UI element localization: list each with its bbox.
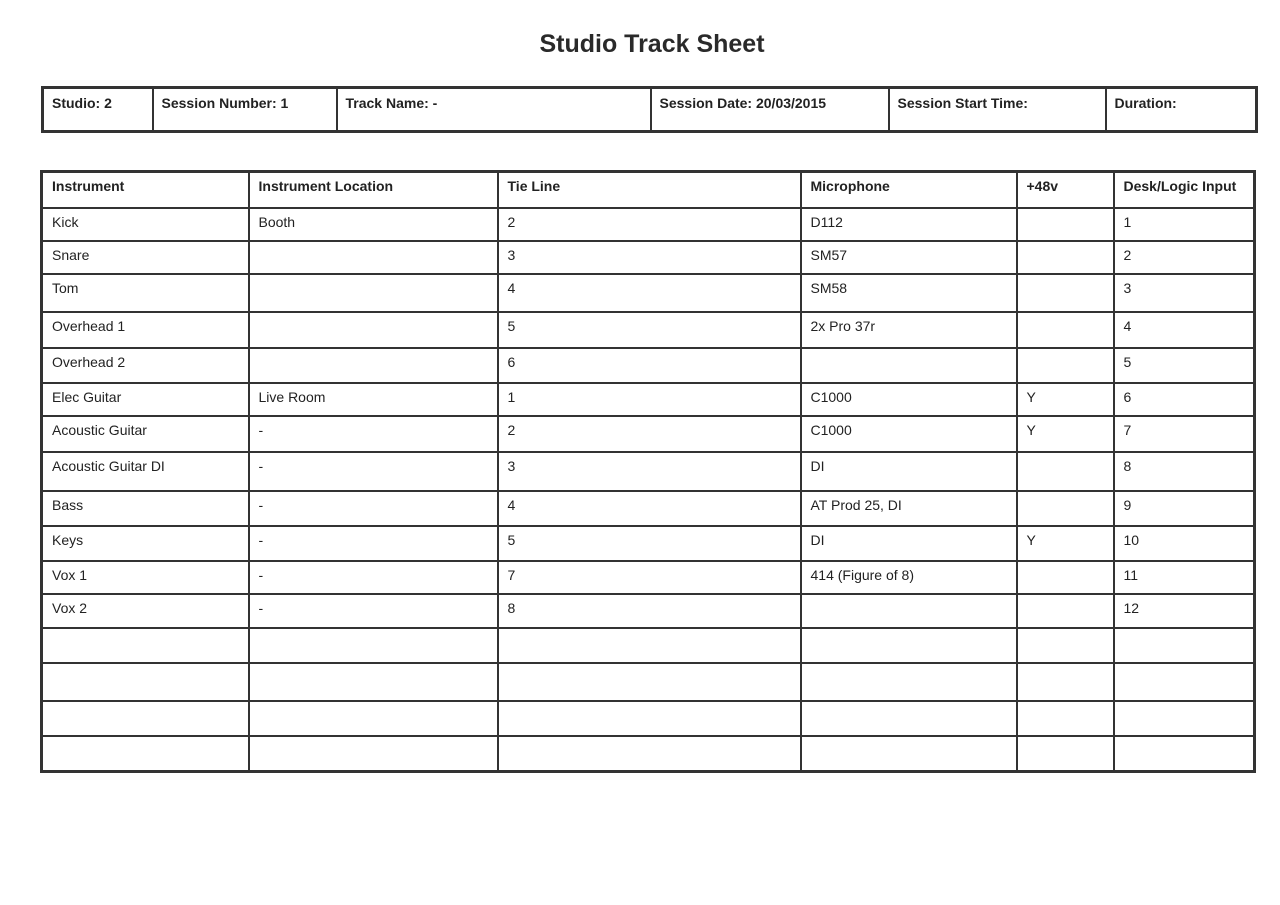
cell-desk-logic-input: 11 — [1114, 561, 1255, 594]
cell-microphone: 2x Pro 37r — [801, 312, 1017, 348]
duration-field: Duration: — [1106, 88, 1257, 132]
cell-instrument-location: - — [249, 594, 498, 628]
cell-tie-line: 5 — [498, 312, 801, 348]
table-row — [42, 628, 1255, 663]
cell-instrument-location: - — [249, 561, 498, 594]
cell-phantom-48v — [1017, 628, 1114, 663]
cell-desk-logic-input: 10 — [1114, 526, 1255, 561]
cell-desk-logic-input: 5 — [1114, 348, 1255, 383]
cell-tie-line — [498, 628, 801, 663]
cell-phantom-48v — [1017, 736, 1114, 772]
cell-tie-line: 2 — [498, 416, 801, 452]
cell-desk-logic-input: 3 — [1114, 274, 1255, 312]
cell-instrument-location — [249, 701, 498, 736]
cell-tie-line: 3 — [498, 241, 801, 274]
session-number-field: Session Number: 1 — [153, 88, 337, 132]
cell-microphone: DI — [801, 452, 1017, 491]
cell-phantom-48v: Y — [1017, 416, 1114, 452]
cell-instrument-location: - — [249, 526, 498, 561]
cell-phantom-48v — [1017, 348, 1114, 383]
cell-phantom-48v: Y — [1017, 526, 1114, 561]
cell-tie-line: 2 — [498, 208, 801, 241]
cell-instrument-location — [249, 241, 498, 274]
cell-instrument-location — [249, 348, 498, 383]
cell-phantom-48v — [1017, 274, 1114, 312]
cell-instrument: Overhead 2 — [42, 348, 249, 383]
cell-tie-line — [498, 663, 801, 701]
cell-phantom-48v — [1017, 663, 1114, 701]
cell-tie-line: 6 — [498, 348, 801, 383]
cell-tie-line: 8 — [498, 594, 801, 628]
cell-instrument: Overhead 1 — [42, 312, 249, 348]
cell-instrument: Kick — [42, 208, 249, 241]
cell-microphone: C1000 — [801, 416, 1017, 452]
cell-tie-line: 1 — [498, 383, 801, 416]
cell-instrument-location: - — [249, 452, 498, 491]
cell-microphone — [801, 348, 1017, 383]
cell-instrument — [42, 701, 249, 736]
table-row — [42, 452, 1255, 491]
track-name-field: Track Name: - — [337, 88, 651, 132]
cell-phantom-48v — [1017, 701, 1114, 736]
cell-desk-logic-input: 7 — [1114, 416, 1255, 452]
table-row — [42, 383, 1255, 416]
cell-instrument-location — [249, 663, 498, 701]
table-row — [42, 241, 1255, 274]
header-row — [42, 172, 1255, 208]
cell-tie-line: 4 — [498, 491, 801, 526]
cell-instrument-location — [249, 312, 498, 348]
cell-phantom-48v: Y — [1017, 383, 1114, 416]
cell-microphone: AT Prod 25, DI — [801, 491, 1017, 526]
cell-microphone — [801, 663, 1017, 701]
table-row — [42, 736, 1255, 772]
column-header-instrument-location: Instrument Location — [249, 172, 498, 208]
cell-instrument-location: - — [249, 491, 498, 526]
studio-field: Studio: 2 — [43, 88, 153, 132]
cell-desk-logic-input — [1114, 628, 1255, 663]
cell-instrument-location — [249, 628, 498, 663]
cell-microphone: C1000 — [801, 383, 1017, 416]
table-row — [42, 416, 1255, 452]
cell-phantom-48v — [1017, 452, 1114, 491]
cell-phantom-48v — [1017, 491, 1114, 526]
table-row — [42, 561, 1255, 594]
session-date-field: Session Date: 20/03/2015 — [651, 88, 889, 132]
table-row — [42, 701, 1255, 736]
cell-phantom-48v — [1017, 208, 1114, 241]
cell-instrument: Keys — [42, 526, 249, 561]
cell-tie-line: 7 — [498, 561, 801, 594]
cell-instrument: Vox 1 — [42, 561, 249, 594]
cell-tie-line: 3 — [498, 452, 801, 491]
table-row — [42, 491, 1255, 526]
cell-tie-line — [498, 736, 801, 772]
cell-instrument: Acoustic Guitar DI — [42, 452, 249, 491]
cell-instrument — [42, 663, 249, 701]
cell-microphone — [801, 736, 1017, 772]
cell-instrument: Vox 2 — [42, 594, 249, 628]
table-row — [42, 312, 1255, 348]
cell-desk-logic-input: 2 — [1114, 241, 1255, 274]
cell-tie-line — [498, 701, 801, 736]
column-header-microphone: Microphone — [801, 172, 1017, 208]
cell-tie-line: 5 — [498, 526, 801, 561]
cell-desk-logic-input: 4 — [1114, 312, 1255, 348]
cell-microphone — [801, 628, 1017, 663]
table-row — [42, 526, 1255, 561]
table-row — [42, 274, 1255, 312]
cell-desk-logic-input — [1114, 663, 1255, 701]
column-header-instrument: Instrument — [42, 172, 249, 208]
cell-instrument: Acoustic Guitar — [42, 416, 249, 452]
cell-phantom-48v — [1017, 561, 1114, 594]
cell-instrument: Bass — [42, 491, 249, 526]
cell-desk-logic-input: 6 — [1114, 383, 1255, 416]
cell-microphone — [801, 594, 1017, 628]
cell-microphone: DI — [801, 526, 1017, 561]
cell-microphone: SM57 — [801, 241, 1017, 274]
track-table — [40, 170, 1256, 773]
session-start-time-field: Session Start Time: — [889, 88, 1106, 132]
cell-phantom-48v — [1017, 241, 1114, 274]
cell-desk-logic-input — [1114, 701, 1255, 736]
column-header-tie-line: Tie Line — [498, 172, 801, 208]
cell-microphone: 414 (Figure of 8) — [801, 561, 1017, 594]
cell-microphone: SM58 — [801, 274, 1017, 312]
cell-phantom-48v — [1017, 594, 1114, 628]
cell-desk-logic-input: 9 — [1114, 491, 1255, 526]
column-header-desk-logic-input: Desk/Logic Input — [1114, 172, 1255, 208]
cell-desk-logic-input — [1114, 736, 1255, 772]
cell-instrument-location — [249, 736, 498, 772]
table-row — [42, 348, 1255, 383]
table-row — [42, 208, 1255, 241]
cell-instrument-location — [249, 274, 498, 312]
session-info-table — [41, 86, 1258, 133]
cell-instrument-location: - — [249, 416, 498, 452]
cell-instrument: Snare — [42, 241, 249, 274]
cell-microphone: D112 — [801, 208, 1017, 241]
table-row — [42, 663, 1255, 701]
cell-instrument: Elec Guitar — [42, 383, 249, 416]
cell-instrument-location: Live Room — [249, 383, 498, 416]
cell-tie-line: 4 — [498, 274, 801, 312]
cell-microphone — [801, 701, 1017, 736]
cell-instrument — [42, 628, 249, 663]
cell-instrument-location: Booth — [249, 208, 498, 241]
table-row — [42, 594, 1255, 628]
cell-desk-logic-input: 1 — [1114, 208, 1255, 241]
cell-desk-logic-input: 8 — [1114, 452, 1255, 491]
column-header-phantom-48v: +48v — [1017, 172, 1114, 208]
cell-instrument: Tom — [42, 274, 249, 312]
page-title: Studio Track Sheet — [539, 30, 765, 58]
cell-instrument — [42, 736, 249, 772]
cell-desk-logic-input: 12 — [1114, 594, 1255, 628]
cell-phantom-48v — [1017, 312, 1114, 348]
